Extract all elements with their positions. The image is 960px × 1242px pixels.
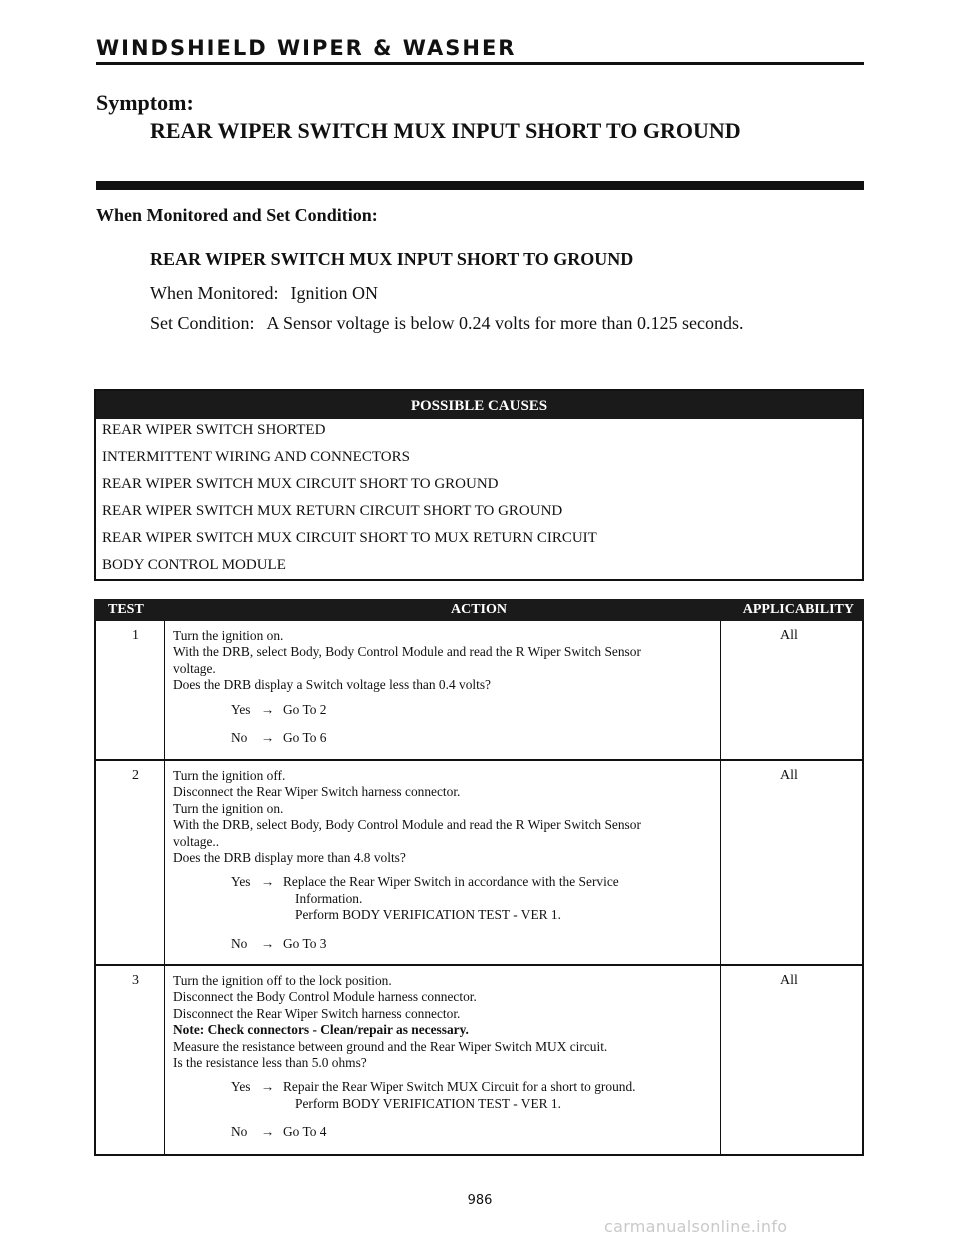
yes-label: Yes <box>231 874 251 890</box>
answer-text: Go To 3 <box>283 935 327 951</box>
answer-text: Replace the Rear Wiper Switch in accordance with the Service <box>283 874 619 890</box>
action-line: Does the DRB display more than 4.8 volts? <box>173 850 406 866</box>
test-number: 1 <box>132 628 139 643</box>
section-header: WINDSHIELD WIPER & WASHER <box>96 36 517 60</box>
answer-text: Repair the Rear Wiper Switch MUX Circuit for a short to ground. <box>283 1079 636 1095</box>
when-monitored-line <box>150 283 378 304</box>
row-divider <box>96 759 862 761</box>
action-line: Turn the ignition on. <box>173 628 284 643</box>
cause-item: BODY CONTROL MODULE <box>102 557 286 573</box>
no-answer <box>231 730 718 746</box>
arrow-icon: → <box>261 935 275 951</box>
set-condition-value: A Sensor voltage is below 0.24 volts for more than 0.125 seconds. <box>266 313 744 333</box>
symptom-title: REAR WIPER SWITCH MUX INPUT SHORT TO GROUND <box>150 118 741 143</box>
test-table-header <box>94 599 864 621</box>
column-divider <box>720 621 721 1154</box>
yes-answer <box>231 874 718 923</box>
no-answer <box>231 936 718 952</box>
arrow-icon: → <box>261 1124 275 1140</box>
test-row-2-action <box>173 768 718 952</box>
cause-item: REAR WIPER SWITCH MUX CIRCUIT SHORT TO MUX RETURN CIRCUIT <box>102 530 597 546</box>
action-line: voltage.. <box>173 833 220 849</box>
answer-text: Go To 4 <box>283 1124 327 1140</box>
action-line: Does the DRB display a Switch voltage less than 0.4 volts? <box>173 677 491 693</box>
cause-item: REAR WIPER SWITCH SHORTED <box>102 422 326 438</box>
when-monitored-value: Ignition ON <box>290 283 378 303</box>
column-divider <box>164 621 165 1154</box>
action-line: Turn the ignition on. <box>173 800 284 816</box>
no-answer <box>231 1124 718 1140</box>
page-number: 986 <box>467 1193 493 1208</box>
arrow-icon: → <box>261 730 275 746</box>
arrow-icon: → <box>261 1079 275 1095</box>
action-line: Disconnect the Rear Wiper Switch harness connector. <box>173 784 461 800</box>
possible-causes-box <box>94 389 864 581</box>
action-line: Disconnect the Body Control Module harness connector. <box>173 989 477 1005</box>
cause-item: REAR WIPER SWITCH MUX RETURN CIRCUIT SHORT TO GROUND <box>102 503 563 519</box>
test-row-3-action <box>173 973 718 1141</box>
yes-label: Yes <box>231 701 251 717</box>
action-line: With the DRB, select Body, Body Control Module and read the R Wiper Switch Sensor <box>173 817 641 833</box>
answer-text: Information. <box>295 890 363 906</box>
test-row-1-action <box>173 628 718 746</box>
test-applicability: All <box>780 973 798 988</box>
monitored-label: When Monitored and Set Condition: <box>96 205 378 225</box>
column-header-test: TEST <box>108 602 144 617</box>
column-header-action: ACTION <box>450 602 507 617</box>
set-condition-label: Set Condition: <box>150 313 255 333</box>
test-number: 2 <box>132 768 139 783</box>
possible-causes-heading: POSSIBLE CAUSES <box>96 391 862 419</box>
monitored-heading: REAR WIPER SWITCH MUX INPUT SHORT TO GROUND <box>150 249 634 269</box>
arrow-icon: → <box>261 874 275 890</box>
test-applicability: All <box>780 768 798 783</box>
cause-item: REAR WIPER SWITCH MUX CIRCUIT SHORT TO GROUND <box>102 476 499 492</box>
yes-answer <box>231 702 718 718</box>
test-number: 3 <box>132 973 139 988</box>
symptom-divider <box>96 181 864 190</box>
set-condition-line <box>150 313 743 334</box>
no-label: No <box>231 935 248 951</box>
answer-text: Perform BODY VERIFICATION TEST - VER 1. <box>295 907 561 923</box>
yes-label: Yes <box>231 1079 251 1095</box>
action-line: Turn the ignition off. <box>173 768 286 783</box>
no-label: No <box>231 730 248 746</box>
yes-answer <box>231 1079 718 1112</box>
column-header-applicability: APPLICABILITY <box>742 602 854 617</box>
cause-item: INTERMITTENT WIRING AND CONNECTORS <box>102 449 410 465</box>
row-divider <box>96 964 862 966</box>
action-line: Measure the resistance between ground and the Rear Wiper Switch MUX circuit. <box>173 1038 608 1054</box>
watermark: carmanualsonline.info <box>604 1217 788 1236</box>
test-table <box>94 599 864 1156</box>
action-line: voltage. <box>173 660 216 676</box>
no-label: No <box>231 1124 248 1140</box>
action-note: Note: Check connectors - Clean/repair as necessary. <box>173 1022 469 1038</box>
answer-text: Perform BODY VERIFICATION TEST - VER 1. <box>295 1095 561 1111</box>
arrow-icon: → <box>261 701 275 717</box>
action-line: Turn the ignition off to the lock position. <box>173 973 392 988</box>
symptom-label: Symptom: <box>96 90 194 115</box>
test-applicability: All <box>780 628 798 643</box>
when-monitored-label: When Monitored: <box>150 283 279 303</box>
answer-text: Go To 2 <box>283 701 327 717</box>
action-line: Disconnect the Rear Wiper Switch harness connector. <box>173 1005 461 1021</box>
header-rule <box>96 62 864 65</box>
action-line: Is the resistance less than 5.0 ohms? <box>173 1055 367 1071</box>
answer-text: Go To 6 <box>283 730 327 746</box>
action-line: With the DRB, select Body, Body Control Module and read the R Wiper Switch Sensor <box>173 644 641 660</box>
